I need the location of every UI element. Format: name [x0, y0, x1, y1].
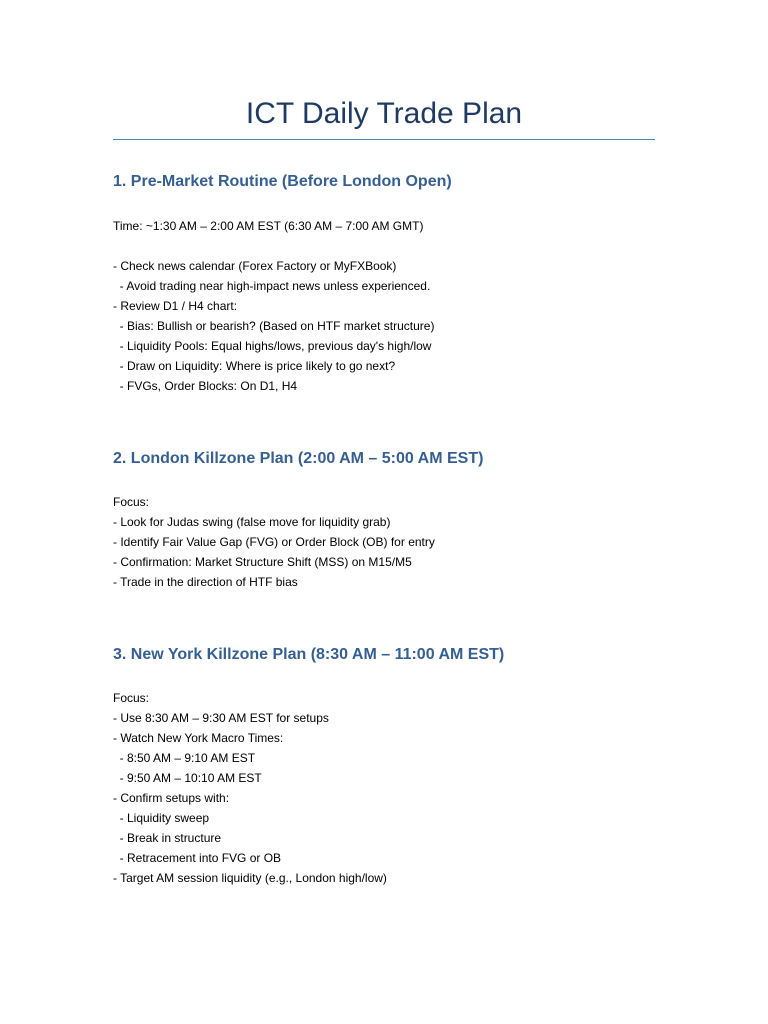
section-heading-london-killzone: 2. London Killzone Plan (2:00 AM – 5:00 AM EST)	[113, 450, 484, 467]
section-line: - 9:50 AM – 10:10 AM EST	[113, 771, 262, 785]
section-line: - Confirmation: Market Structure Shift (MSS) on M15/M5	[113, 555, 412, 569]
section-line: - Break in structure	[113, 831, 222, 845]
section-line: Focus:	[113, 495, 150, 509]
section-line: - Draw on Liquidity: Where is price likely to go next?	[113, 359, 396, 373]
section-line: - Retracement into FVG or OB	[113, 851, 282, 865]
section-line: - Confirm setups with:	[113, 791, 230, 805]
section-line: - Liquidity sweep	[113, 811, 210, 825]
section-line: - Avoid trading near high-impact news unless experienced.	[113, 279, 431, 293]
section-line: - Trade in the direction of HTF bias	[113, 575, 298, 589]
section-line: - Look for Judas swing (false move for liquidity grab)	[113, 515, 391, 529]
section-heading-new-york-killzone: 3. New York Killzone Plan (8:30 AM – 11:00 AM EST)	[113, 646, 505, 663]
section-heading-pre-market: 1. Pre-Market Routine (Before London Open)	[113, 173, 452, 190]
document-title: ICT Daily Trade Plan	[245, 97, 523, 130]
section-line: - Check news calendar (Forex Factory or MyFXBook)	[113, 259, 397, 273]
section-line: - Review D1 / H4 chart:	[113, 299, 238, 313]
section-line: Time: ~1:30 AM – 2:00 AM EST (6:30 AM – 7:00 AM GMT)	[113, 219, 424, 233]
section-line: - Watch New York Macro Times:	[113, 731, 284, 745]
section-line: - FVGs, Order Blocks: On D1, H4	[113, 379, 298, 393]
section-line: - 8:50 AM – 9:10 AM EST	[113, 751, 256, 765]
section-line: - Identify Fair Value Gap (FVG) or Order Block (OB) for entry	[113, 535, 435, 549]
section-line: - Use 8:30 AM – 9:30 AM EST for setups	[113, 711, 329, 725]
section-line: - Bias: Bullish or bearish? (Based on HTF market structure)	[113, 319, 435, 333]
section-line: - Target AM session liquidity (e.g., London high/low)	[113, 871, 387, 885]
section-line: - Liquidity Pools: Equal highs/lows, previous day's high/low	[113, 339, 432, 353]
title-underline	[113, 139, 655, 140]
section-line: Focus:	[113, 691, 150, 705]
